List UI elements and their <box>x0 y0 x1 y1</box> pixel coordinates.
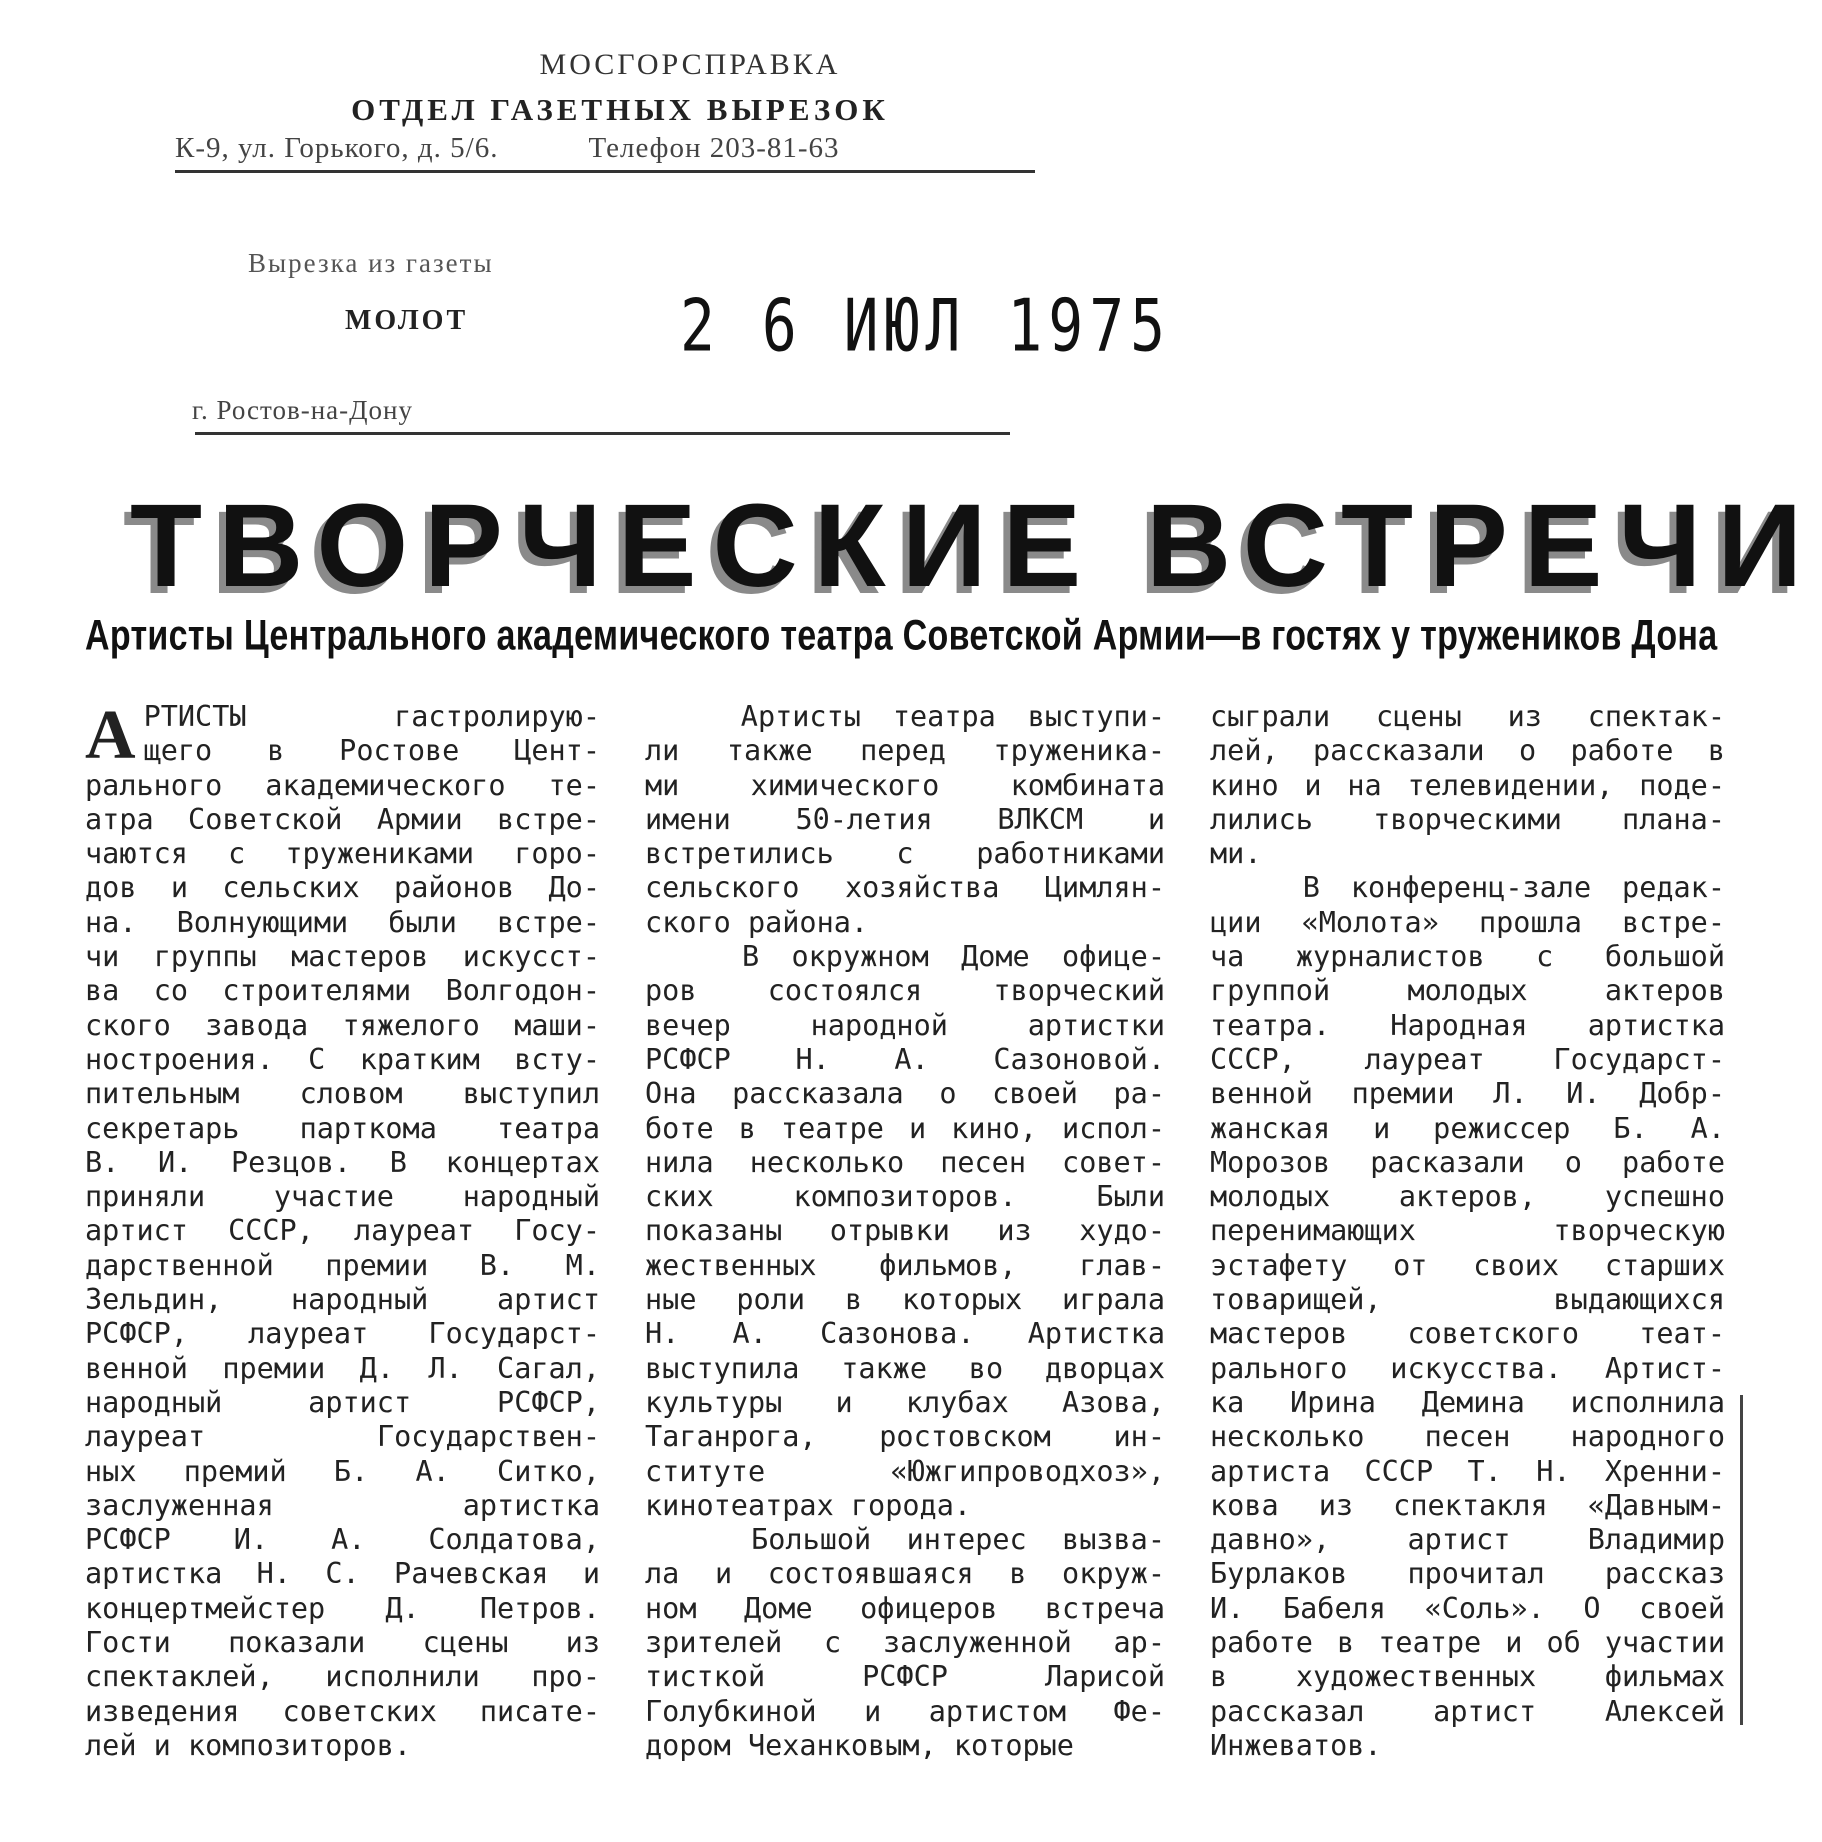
newspaper-name: МОЛОТ <box>345 305 469 336</box>
article-line: заслуженная артистка <box>85 1488 600 1522</box>
article-line: лей и композиторов. <box>85 1728 412 1762</box>
article-line: мастеров советского теат- <box>1210 1317 1725 1351</box>
article-line: рального академического те- <box>85 768 600 802</box>
article-line: И. Бабеля «Соль». О своей <box>1210 1591 1725 1625</box>
article-line: культуры и клубах Азова, <box>645 1385 1165 1419</box>
article-line: Зельдин, народный артист <box>85 1283 600 1317</box>
article-line: Большой интерес вызва- <box>645 1523 1165 1557</box>
article-line: лей, рассказали о работе в <box>1210 734 1725 768</box>
article-line: несколько песен народного <box>1210 1420 1725 1454</box>
article-line: ского района. <box>645 905 869 939</box>
article-line: СССР, лауреат Государст- <box>1210 1042 1725 1076</box>
article-line: показаны отрывки из худо- <box>645 1214 1165 1248</box>
column-2-lines <box>645 700 1165 1763</box>
article-line: ституте «Южгипроводхоз», <box>645 1454 1165 1488</box>
article-line: тисткой РСФСР Ларисой <box>645 1660 1165 1694</box>
article-line: встретились с работниками <box>645 837 1165 871</box>
article-line: Таганрога, ростовском ин- <box>645 1420 1165 1454</box>
column-1-lines <box>85 697 600 1763</box>
article-line: вечер народной артистки <box>645 1008 1165 1042</box>
article-line: приняли участие народный <box>85 1180 600 1214</box>
article-line: лауреат Государствен- <box>85 1420 600 1454</box>
article-line: ли также перед труженика- <box>645 734 1165 768</box>
article-line: пительным словом выступил <box>85 1077 600 1111</box>
article-line: ми. <box>1210 837 1262 871</box>
article-line: Бурлаков прочитал рассказ <box>1210 1557 1725 1591</box>
article-line: жественных фильмов, глав- <box>645 1248 1165 1282</box>
article-line: ных премий Б. А. Ситко, <box>85 1454 600 1488</box>
article-line: дарственной премии В. М. <box>85 1248 600 1282</box>
stamp-organization: МОСГОРСПРАВКА <box>539 48 841 81</box>
column-rule <box>1740 1395 1743 1725</box>
article-line: давно», артист Владимир <box>1210 1523 1725 1557</box>
article-headline: ТВОРЧЕСКИЕ ВСТРЕЧИ <box>130 480 1819 612</box>
article-line: выступила также во дворцах <box>645 1351 1165 1385</box>
article-line: ции «Молота» прошла встре- <box>1210 905 1725 939</box>
article-line: щего в Ростове Цент- <box>143 734 600 768</box>
article-line: сельского хозяйства Цимлян- <box>645 871 1165 905</box>
article-line: В окружном Доме офице- <box>645 940 1165 974</box>
article-line: театра. Народная артистка <box>1210 1008 1725 1042</box>
article-line: сыграли сцены из спектак- <box>1210 700 1725 733</box>
article-line: артист СССР, лауреат Госу- <box>85 1214 600 1248</box>
article-line: имени 50-летия ВЛКСМ и <box>645 802 1165 836</box>
article-line: венной премии Л. И. Добр- <box>1210 1077 1725 1111</box>
article-line: кино и на телевидении, поде- <box>1210 768 1725 802</box>
article-line: молодых актеров, успешно <box>1210 1180 1725 1214</box>
article-line: концертмейстер Д. Петров. <box>85 1591 600 1625</box>
article-line: Гости показали сцены из <box>85 1626 600 1660</box>
article-line: венной премии Д. Л. Сагал, <box>85 1351 600 1385</box>
article-line: артистка Н. С. Рачевская и <box>85 1557 600 1591</box>
clipping-label: Вырезка из газеты <box>248 248 494 278</box>
article-line: ских композиторов. Были <box>645 1180 1165 1214</box>
article-line: жанская и режиссер Б. А. <box>1210 1111 1725 1145</box>
article-line: ла и состоявшаяся в окруж- <box>645 1557 1165 1591</box>
stamp-department: ОТДЕЛ ГАЗЕТНЫХ ВЫРЕЗОК <box>351 92 889 127</box>
stamp-address-line <box>175 132 840 165</box>
article-column-2 <box>645 700 1165 1763</box>
article-line: Инжеватов. <box>1210 1728 1382 1762</box>
article-line: ми химического комбината <box>645 768 1165 802</box>
article-line: спектаклей, исполнили про- <box>85 1660 600 1694</box>
article-line: атра Советской Армии встре- <box>85 802 600 836</box>
article-subheadline: Артисты Центрального академического театра Советской Армии—в гостях у тружеников Дона <box>85 612 1718 660</box>
article-line: лились творческими плана- <box>1210 802 1725 836</box>
article-line: Она рассказала о своей ра- <box>645 1077 1165 1111</box>
article-line: рассказал артист Алексей <box>1210 1694 1725 1728</box>
article-line: РСФСР, лауреат Государст- <box>85 1317 600 1351</box>
stamp-phone: Телефон 203-81-63 <box>588 132 840 164</box>
date-stamp: 2 6 ИЮЛ 1975 <box>680 283 1172 368</box>
article-line: ном Доме офицеров встреча <box>645 1591 1165 1625</box>
article-line: В. И. Резцов. В концертах <box>85 1145 600 1179</box>
article-line: товарищей, выдающихся <box>1210 1283 1725 1317</box>
article-line: чаются с тружениками горо- <box>85 837 600 871</box>
article-line: зрителей с заслуженной ар- <box>645 1626 1165 1660</box>
article-line: ностроения. С кратким всту- <box>85 1042 600 1076</box>
article-line: ров состоялся творческий <box>645 974 1165 1008</box>
article-line: нила несколько песен совет- <box>645 1145 1165 1179</box>
article-line: перенимающих творческую <box>1210 1214 1725 1248</box>
article-line: работе в театре и об участии <box>1210 1626 1725 1660</box>
article-line: Н. А. Сазонова. Артистка <box>645 1317 1165 1351</box>
article-column-3 <box>1210 700 1725 1763</box>
article-column-1 <box>85 697 600 1763</box>
article-line: в художественных фильмах <box>1210 1660 1725 1694</box>
article-line: кова из спектакля «Давным- <box>1210 1488 1725 1522</box>
article-line: рального искусства. Артист- <box>1210 1351 1725 1385</box>
article-line: кинотеатрах города. <box>645 1488 972 1522</box>
article-line: эстафету от своих старших <box>1210 1248 1725 1282</box>
article-line: РСФСР Н. А. Сазоновой. <box>645 1042 1165 1076</box>
article-line: группой молодых актеров <box>1210 974 1725 1008</box>
article-line: РСФСР И. А. Солдатова, <box>85 1523 600 1557</box>
article-line: ные роли в которых играла <box>645 1283 1165 1317</box>
article-line: ка Ирина Демина исполнила <box>1210 1385 1725 1419</box>
article-line: секретарь парткома театра <box>85 1111 600 1145</box>
article-line: дором Чеханковым, которые <box>645 1728 1074 1762</box>
article-line: изведения советских писате- <box>85 1694 600 1728</box>
article-line: ва со строителями Волгодон- <box>85 974 600 1008</box>
article-line: артиста СССР Т. Н. Хренни- <box>1210 1454 1725 1488</box>
article-line: чи группы мастеров искусст- <box>85 940 600 974</box>
article-line: Морозов расказали о работе <box>1210 1145 1725 1179</box>
article-line: ского завода тяжелого маши- <box>85 1008 600 1042</box>
article-line: РТИСТЫ гастролирую- <box>143 700 600 733</box>
article-line: на. Волнующими были встре- <box>85 905 600 939</box>
article-line: боте в театре и кино, испол- <box>645 1111 1165 1145</box>
article-line: В конференц-зале редак- <box>1210 871 1725 905</box>
article-line: Артисты театра выступи- <box>645 700 1165 733</box>
stamp-divider-top <box>175 170 1035 173</box>
stamp-divider-bottom <box>195 432 1010 435</box>
column-3-lines <box>1210 700 1725 1763</box>
article-line: ча журналистов с большой <box>1210 940 1725 974</box>
article-line: народный артист РСФСР, <box>85 1385 600 1419</box>
clipping-city: г. Ростов-на-Дону <box>192 395 414 425</box>
article-line: Голубкиной и артистом Фе- <box>645 1694 1165 1728</box>
stamp-address: К-9, ул. Горького, д. 5/6. <box>175 132 499 164</box>
article-line: дов и сельских районов До- <box>85 871 600 905</box>
drop-cap: А <box>85 697 136 774</box>
